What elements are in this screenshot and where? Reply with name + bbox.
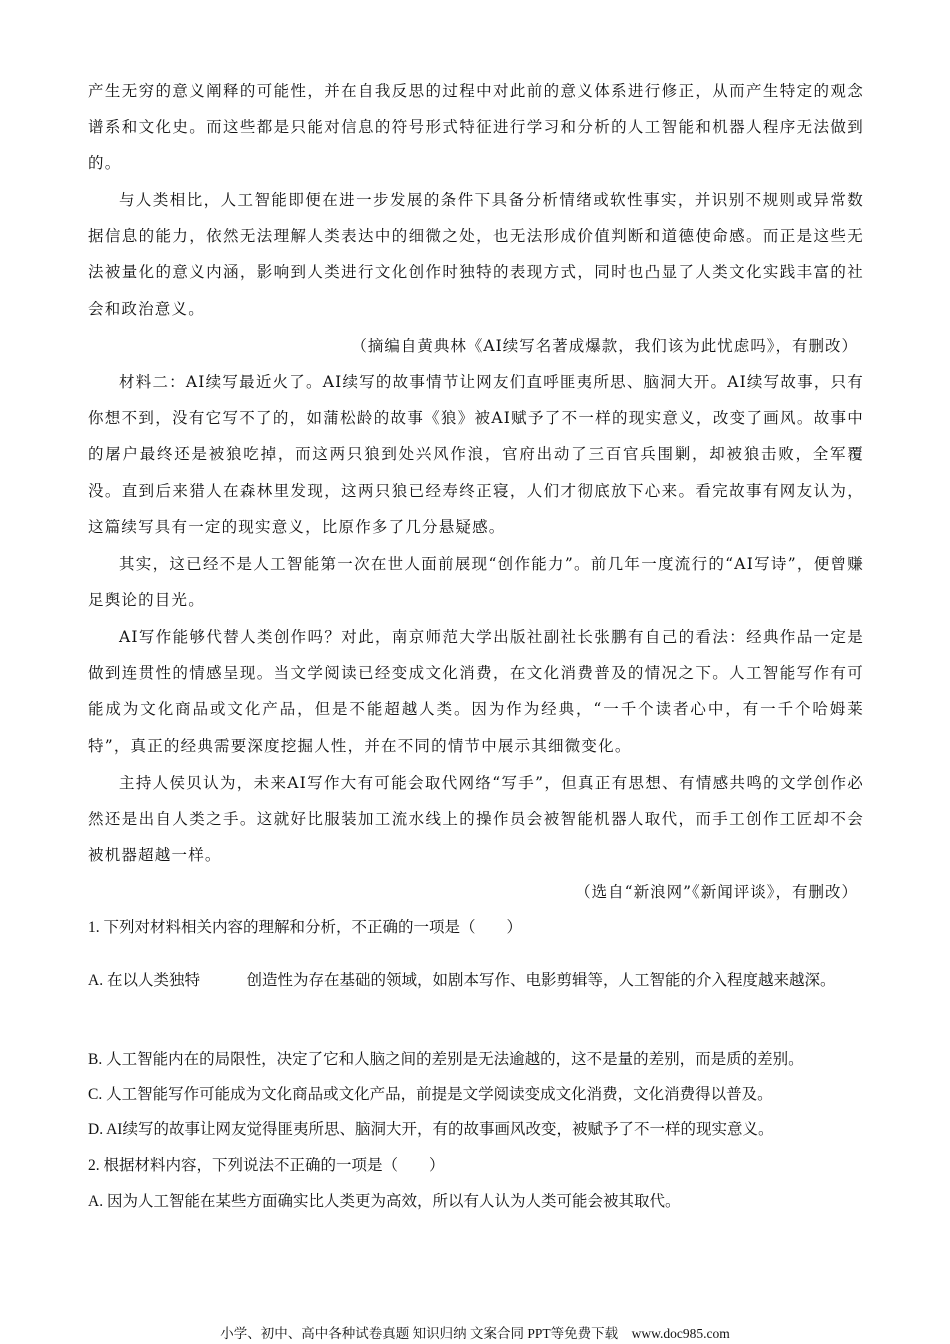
question-1-option-d: D. AI续写的故事让网友觉得匪夷所思、脑洞大开，有的故事画风改变，被赋予了不一样的现实意义。 <box>88 1121 774 1138</box>
question-2-stem: 2. 根据材料内容，下列说法不正确的一项是（ ） <box>88 1157 445 1174</box>
question-2-option-a: A. 因为人工智能在某些方面确实比人类更为高效，所以有人认为人类可能会被其取代。 <box>88 1193 681 1210</box>
question-1-stem: 1. 下列对材料相关内容的理解和分析，不正确的一项是（ ） <box>88 919 523 936</box>
paragraph-material-two: 材料二：AI续写最近火了。AI续写的故事情节让网友们直呼匪夷所思、脑洞大开。AI续写故事，只有你想不到，没有它写不了的，如蒲松龄的故事《狼》被AI赋予了不一样的现实意义，改变了画风。故事中的屠户最终还是被狼吃掉，而这两只狼到处兴风作浪，官府出动了三百官兵围剿，却被狼击败，全军覆没。直到后来猎人在森林里发现，这两只狼已经寿终正寝，人们才彻底放下心来。看完故事有网友认为，这篇续写具有一定的现实意义，比原作多了几分悬疑感。 <box>88 373 864 536</box>
source-citation-1: （摘编自黄典林《AI续写名著成爆款，我们该为此忧虑吗》，有删改） <box>351 337 858 355</box>
paragraph-4: 其实，这已经不是人工智能第一次在世人面前展现“创作能力”。前几年一度流行的“AI写诗”，便曾赚足舆论的目光。 <box>88 555 864 610</box>
paragraph-5: AI写作能够代替人类创作吗？对此，南京师范大学出版社副社长张鹏有自己的看法：经典作品一定是做到连贯性的情感呈现。当文学阅读已经变成文化消费，在文化消费普及的情况之下。人工智能写作有可能成为文化商品或文化产品，但是不能超越人类。因为作为经典，“一千个读者心中，有一千个哈姆莱特”，真正的经典需要深度挖掘人性，并在不同的情节中展示其细微变化。 <box>88 628 864 755</box>
question-1-option-a: A. 在以人类独特 创造性为存在基础的领域，如剧本写作、电影剪辑等，人工智能的介入程度越来越深。 <box>88 972 836 989</box>
question-1-option-b: B. 人工智能内在的局限性，决定了它和人脑之间的差别是无法逾越的，这不是量的差别，而是质的差别。 <box>88 1051 804 1068</box>
paragraph-2: 与人类相比，人工智能即便在进一步发展的条件下具备分析情绪或软性事实，并识别不规则或异常数据信息的能力，依然无法理解人类表达中的细微之处，也无法形成价值判断和道德使命感。而正是这些无法被量化的意义内涵，影响到人类进行文化创作时独特的表现方式，同时也凸显了人类文化实践丰富的社会和政治意义。 <box>88 191 864 318</box>
source-citation-2: （选自“新浪网”《新闻评谈》，有删改） <box>575 883 858 901</box>
footer-watermark: 小学、初中、高中各种试卷真题 知识归纳 文案合同 PPT等免费下载 www.doc985.com <box>220 1326 730 1341</box>
question-1-option-c: C. 人工智能写作可能成为文化商品或文化产品，前提是文学阅读变成文化消费，文化消费得以普及。 <box>88 1086 773 1103</box>
paragraph-1: 产生无穷的意义阐释的可能性，并在自我反思的过程中对此前的意义体系进行修正，从而产生特定的观念谱系和文化史。而这些都是只能对信息的符号形式特征进行学习和分析的人工智能和机器人程序无法做到的。 <box>88 82 864 173</box>
paragraph-6: 主持人侯贝认为，未来AI写作大有可能会取代网络“写手”，但真正有思想、有情感共鸣的文学创作必然还是出自人类之手。这就好比服装加工流水线上的操作员会被智能机器人取代，而手工创作工匠却不会被机器超越一样。 <box>88 774 864 865</box>
